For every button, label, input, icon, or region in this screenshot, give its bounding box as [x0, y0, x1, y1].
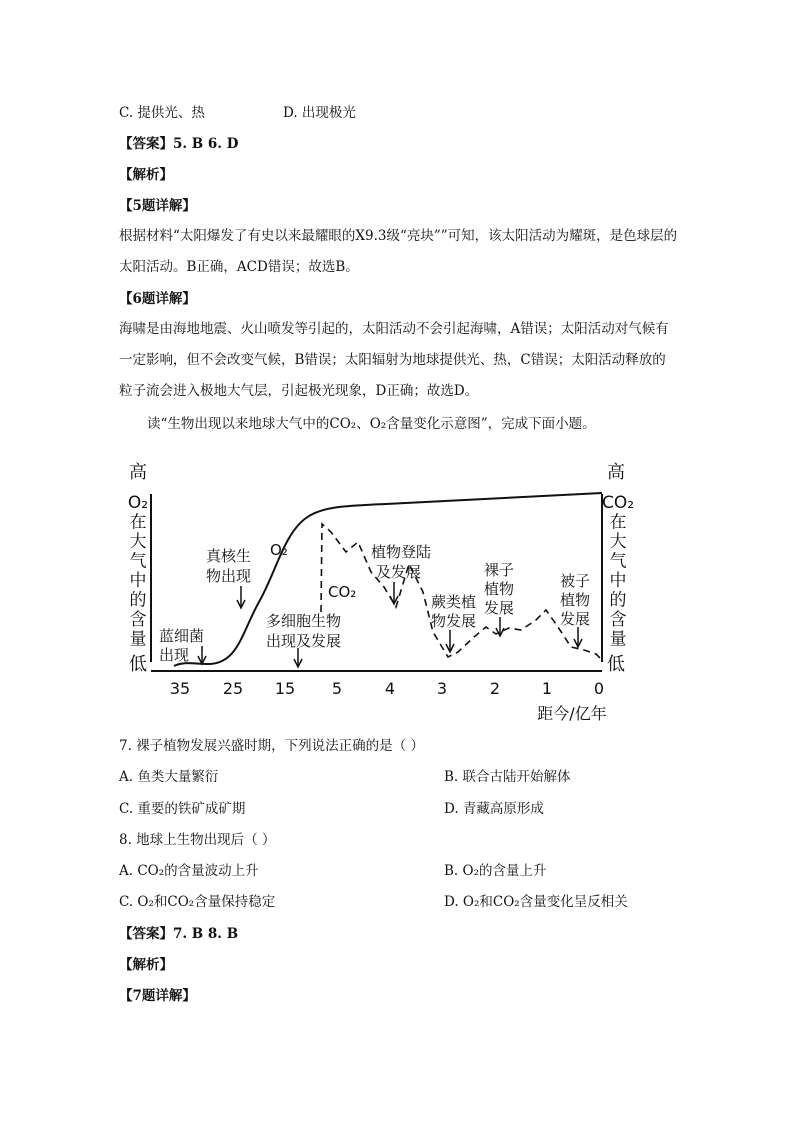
analysis-label-2: 【解析】: [119, 957, 173, 973]
ann-land-2: 及发展: [376, 563, 422, 581]
left-axis-label-char: 的: [129, 590, 147, 611]
q7-option-d: D. 青藏高原形成: [444, 801, 544, 817]
right-axis-high: 高: [607, 462, 625, 483]
option-c-prev: C. 提供光、热: [119, 105, 205, 121]
x-tick-label: 5: [331, 679, 343, 698]
right-axis-label: [602, 493, 634, 650]
ann-fern-2: 物发展: [431, 612, 477, 630]
q6-heading: 【6题详解】: [119, 291, 196, 307]
ann-gymno-2: 植物: [484, 580, 515, 598]
ann-land-1: 植物登陆: [371, 543, 432, 561]
ann-angio-2: 植物: [560, 591, 591, 609]
option-d-prev: D. 出现极光: [283, 105, 356, 121]
x-axis-unit: 距今/亿年: [537, 704, 607, 723]
right-axis-label-char: 量: [609, 629, 627, 650]
ann-eukaryote-1: 真核生: [206, 547, 252, 565]
left-axis-label-char: 大: [129, 532, 147, 552]
ann-gymno-1: 裸子: [484, 561, 515, 579]
left-axis-low: 低: [129, 654, 147, 675]
right-axis-label-char: 在: [609, 512, 627, 533]
o2-curve-label: O₂: [270, 541, 288, 559]
answer-line-2: 【答案】7. B 8. B: [119, 926, 239, 942]
left-axis-label-char: 中: [129, 571, 147, 591]
right-axis-label-char: 中: [609, 571, 627, 591]
ann-angio-1: 被子: [560, 572, 591, 590]
co2-o2-figure: [126, 462, 636, 724]
q7-heading: 【7题详解】: [119, 988, 196, 1004]
x-tick-label: 4: [384, 679, 396, 698]
left-axis-high: 高: [129, 462, 147, 483]
q8-option-c: C. O₂和CO₂含量保持稳定: [119, 894, 276, 910]
ann-bacteria-1: 蓝细菌: [159, 627, 205, 645]
q7-option-b: B. 联合古陆开始解体: [444, 769, 571, 785]
ann-multicell-2: 出现及发展: [266, 632, 342, 650]
q8-option-a: A. CO₂的含量波动上升: [119, 863, 259, 879]
x-tick-label: 35: [169, 679, 191, 698]
right-axis-label-char: 气: [609, 551, 627, 572]
x-tick-label: 25: [222, 679, 244, 698]
x-tick-label: 2: [489, 679, 501, 698]
q7-option-c: C. 重要的铁矿成矿期: [119, 801, 246, 817]
x-tick-label: 15: [274, 679, 296, 698]
analysis-label-1: 【解析】: [119, 167, 173, 183]
q8-stem: 8. 地球上生物出现后（ ）: [119, 832, 276, 848]
x-tick-label: 1: [541, 679, 553, 698]
figure-intro: 读“生物出现以来地球大气中的CO₂、O₂含量变化示意图”，完成下面小题。: [147, 416, 596, 432]
right-axis-low: 低: [607, 654, 625, 675]
ann-eukaryote-2: 物出现: [206, 567, 252, 585]
ann-multicell-1: 多细胞生物: [266, 612, 342, 630]
q5-heading: 【5题详解】: [119, 198, 196, 214]
left-axis-label-char: 气: [129, 551, 147, 572]
right-axis-label-char: 的: [609, 590, 627, 611]
q8-option-b: B. O₂的含量上升: [444, 863, 547, 879]
ann-bacteria-2: 出现: [159, 646, 190, 664]
ann-gymno-3: 发展: [484, 599, 515, 617]
q7-stem: 7. 裸子植物发展兴盛时期，下列说法正确的是（ ）: [119, 738, 424, 754]
x-tick-label: 3: [436, 679, 448, 698]
left-axis-label-char: O₂: [127, 493, 149, 513]
q5-explanation: 根据材料“太阳爆发了有史以来最耀眼的X9.3级“亮块””可知，该太阳活动为耀斑，是色球层的太阳活动。B正确，ACD错误；故选B。: [119, 228, 678, 275]
right-axis-label-char: CO₂: [601, 493, 635, 513]
co2-curve: [321, 524, 600, 658]
right-axis-label-char: 大: [609, 532, 627, 552]
answer-line-1: 【答案】5. B 6. D: [119, 136, 239, 152]
x-tick-labels: [170, 679, 604, 698]
co2-curve-label: CO₂: [328, 583, 357, 601]
q7-option-a: A. 鱼类大量繁衍: [119, 769, 219, 785]
left-axis-label-char: 量: [129, 629, 147, 650]
left-axis-label: [128, 493, 148, 650]
left-axis-label-char: 在: [129, 512, 147, 533]
left-axis-label-char: 含: [129, 610, 147, 630]
q6-explanation: 海啸是由海地地震、火山喷发等引起的，太阳活动不会引起海啸，A错误；太阳活动对气候有一定影响，但不会改变气候，B错误；太阳辐射为地球提供光、热，C错误；太阳活动释放的粒子流会进入极地大气层，引起极光现象，D正确；故选D。: [119, 321, 669, 399]
x-tick-label: 0: [593, 679, 605, 698]
ann-fern-1: 蕨类植: [431, 593, 477, 611]
q8-option-d: D. O₂和CO₂含量变化呈反相关: [444, 894, 628, 910]
right-axis-label-char: 含: [609, 610, 627, 630]
ann-angio-3: 发展: [560, 610, 591, 628]
